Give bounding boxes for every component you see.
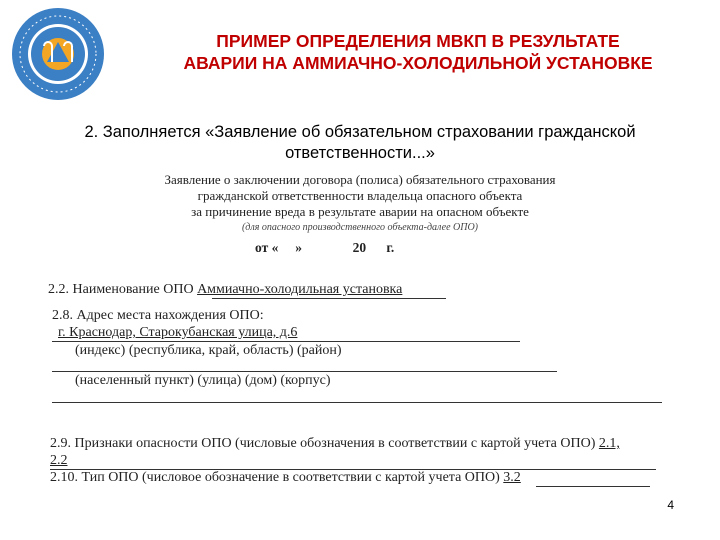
document-header-handwritten: (для опасного производственного объекта-далее ОПО) (241, 222, 479, 233)
organization-logo (10, 6, 106, 102)
item-2-9-value-b: 2.2 (50, 453, 68, 468)
slide-title-line-2: АВАРИИ НА АММИАЧНО-ХОЛОДИЛЬНОЙ УСТАНОВКЕ (183, 53, 653, 73)
document-date-line: от « » 20 г. (255, 240, 395, 255)
item-2-2-label: 2.2. Наименование ОПО (48, 282, 194, 297)
page-number: 4 (667, 498, 674, 512)
slide-title (118, 30, 718, 74)
form-item-2-9-cont (50, 453, 670, 469)
address-line-2 (52, 371, 557, 372)
form-item-2-2 (48, 282, 668, 298)
address-line-3 (52, 402, 662, 403)
item-2-10-underline (536, 486, 650, 487)
document-header-line-2: гражданской ответственности владельца опасного объекта (197, 188, 523, 203)
item-2-8-value: г. Краснодар, Старокубанская улица, д.6 (58, 325, 298, 340)
subtitle-line-2: ответственности...» (285, 144, 435, 162)
form-item-2-10 (50, 470, 670, 486)
document-header-line-1: Заявление о заключении договора (полиса) обязательного страхования (164, 172, 556, 187)
document-header (120, 172, 600, 236)
item-2-9-value-a: 2.1, (598, 436, 620, 451)
item-2-9-text: 2.9. Признаки опасности ОПО (числовые обозначения в соответствии с картой учета ОПО) (50, 436, 596, 451)
form-item-2-9 (50, 436, 670, 452)
item-2-2-underline (212, 298, 446, 299)
form-item-2-8-value (58, 325, 678, 341)
address-labels-2: (населенный пункт) (улица) (дом) (корпус) (75, 373, 331, 388)
address-labels-1: (индекс) (республика, край, область) (район) (75, 343, 342, 358)
document-header-line-3: за причинение вреда в результате аварии на опасном объекте (191, 204, 529, 219)
item-2-8-underline (52, 341, 520, 342)
item-2-2-value: Аммиачно-холодильная установка (197, 282, 403, 297)
form-item-2-8-label: 2.8. Адрес места нахождения ОПО: (52, 308, 264, 323)
item-2-10-value: 3.2 (503, 470, 521, 485)
subtitle-line-1: 2. Заполняется «Заявление об обязательном страховании гражданской (84, 123, 636, 141)
slide-title-line-1: ПРИМЕР ОПРЕДЕЛЕНИЯ МВКП В РЕЗУЛЬТАТЕ (216, 31, 620, 51)
item-2-10-text: 2.10. Тип ОПО (числовое обозначение в соответствии с картой учета ОПО) (50, 470, 500, 485)
slide-subtitle (30, 122, 690, 164)
